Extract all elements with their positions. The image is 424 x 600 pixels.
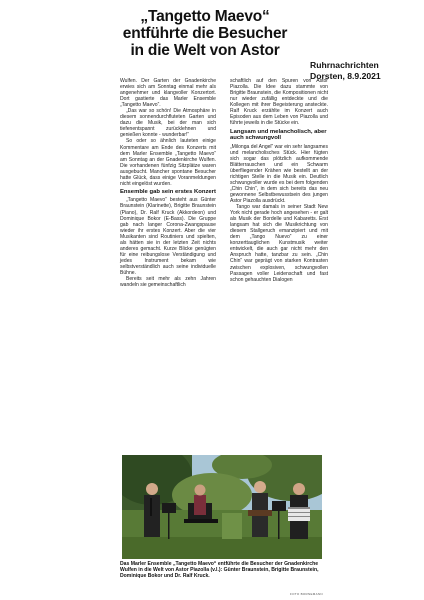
subheading: Langsam und melancholisch, aber auch schwungvoll: [230, 128, 327, 142]
source-date: Dorsten, 8.9.2021: [310, 70, 381, 81]
source-paper: Ruhrnachrichten: [310, 60, 379, 70]
photo-caption: Das Marler Ensemble „Tangetto Maevo“ entführte die Besucher der Gnadenkirche Wulfen in die Welt von Astor Piazolla (v.l.): Günter Braunstein, Brigitte Braunstein, Dominique Bokor und Dr. Ralf Kruck.: [120, 561, 319, 580]
headline-line: in die Welt von Astor: [130, 42, 280, 59]
article-headline: [110, 8, 300, 59]
article-column-1: [120, 78, 216, 288]
subheading: Ensemble gab sein erstes Konzert: [120, 189, 216, 196]
paragraph: Tango war damals in seiner Stadt New York nicht gerade hoch angesehen - er galt als Musik der Bordelle und Kabaretts. Erst langsam hat sich die Musikrichtung von diesem Stallgeruch emanzipiert und mit dem „Tango Nuevo“ zu einer konzerttauglichen Kunstmusik weiter entwickelt, die auch gar nicht mehr den Anspruch hatte, tanzbar zu sein. „Chin Chin“ war geprägt von starken Kontrasten zwischen explosiven, schwungvollen Passagen voller Leidenschaft und fast schon gehauchten Dialogen: [230, 204, 328, 283]
headline-line: „Tangetto Maevo“: [140, 8, 270, 25]
article-column-2: [230, 78, 328, 283]
photo-credit: FOTO BORNEMANN: [290, 592, 323, 596]
paragraph: Wulfen. Der Garten der Gnadenkirche erwies sich am Sonntag einmal mehr als angenehmer und klangvoller Konzertort. Dort gastierte das Marler Ensemble „Tangetto Maevo“.: [120, 78, 216, 109]
paragraph: Bereits seit mehr als zehn Jahren wandeln sie gemeinschaftlich: [120, 276, 216, 289]
paragraph: schaftlich auf den Spuren von Astor Piazolla. Die Idee dazu stammte von Brigitte Braunstein, die Kompositionen nicht nur wieder zufällig entdeckte und die Kollegen mit ihrer Begeisterung ansteckte. Ralf Kruck erzählte im Konzert auch Episoden aus dem Leben von Piazolla und führte jeweils in die Stücke ein.: [230, 78, 328, 127]
paragraph: „Milonga del Angel“ war ein sehr langsames und melancholisches Stück. Hier fügten sich sogar das plötzlich aufkommende Blätterrauschen und ein Schwarm überfliegender Krähen wie bestellt an der richtigen Stelle in die Musik ein. Deutlich schwungvoller wurde es bei dem folgenden „Chin Chin“, in dem sich bereits das neu gewonnene Selbstbewusstsein des jungen Astor Piazolla ausdrückt.: [230, 143, 328, 204]
paragraph: „Das war so schön! Die Atmosphäre in diesem sonnendurchfluteten Garten und dazu die Musik, bei der man sich tiefenentspannt zurücklehnen und genießen konnte - wunderbar!“: [120, 108, 216, 139]
headline-line: entführte die Besucher: [122, 25, 288, 42]
paragraph: „Tangetto Maevo“ besteht aus Günter Braunstein (Klarinette), Brigitte Braunstein (Piano), Dr. Ralf Kruck (Akkordeon) und Dominique Bokor (E-Bass). Die Gruppe gab nach langer Corona-Zwangspause wieder ihr erstes Konzert. Aber die vier Musikanten sind Routiniers und spielten, als hätten sie in der letzten Zeit nichts anderes gemacht. Kurze Blicke genügten für eine reibungslose Verständigung und jedes Instrument bekam wie selbstverständlich auch seine individuelle Bühne.: [120, 197, 216, 276]
paragraph: So oder so ähnlich lauteten einige Kommentare am Ende des Konzerts mit dem Marler Ensemble „Tangetto Maevo“ am Sonntag an der Gnadenkirche Wulfen. Die vorhandenen fünfzig Sitzplätze waren ausgebucht. Mancher spontane Besucher hatte Glück, dass einige Voranmeldungen nicht eingelöst wurden.: [120, 138, 216, 187]
ensemble-photo: [122, 455, 322, 559]
